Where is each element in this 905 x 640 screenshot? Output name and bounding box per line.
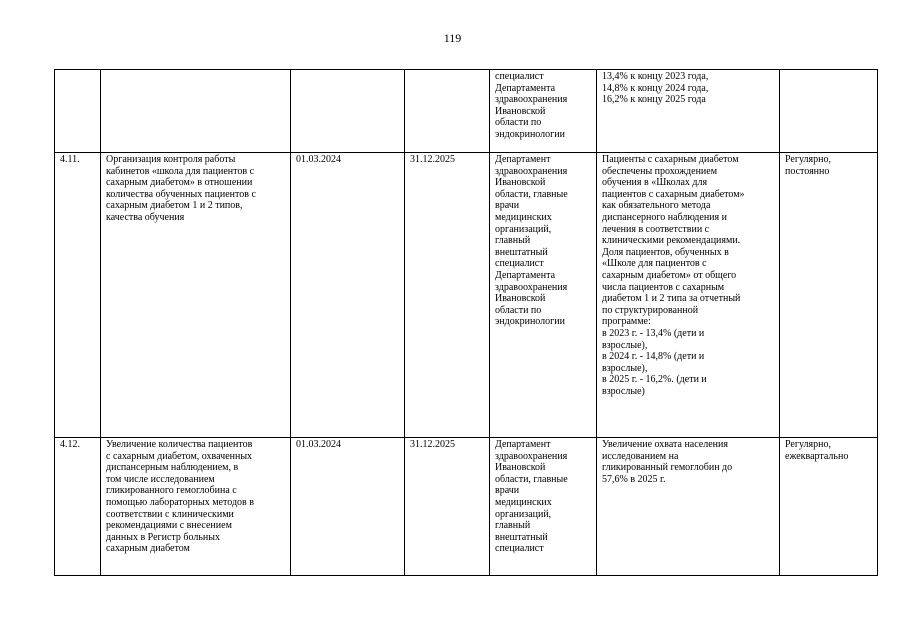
cell-result: [597, 70, 780, 153]
cell-text-line: 14,8% к концу 2024 года,: [602, 82, 709, 94]
cell-text-line: количества обученных пациентов с: [106, 188, 256, 200]
cell-text-line: Ивановской: [495, 105, 546, 117]
cell-text-line: в 2025 г. - 16,2%. (дети и: [602, 374, 707, 386]
cell-text-line: главный: [495, 235, 531, 247]
cell-frequency: [780, 153, 878, 438]
table-row: [55, 153, 878, 438]
cell-text-line: внештатный: [495, 531, 548, 543]
cell-text-line: внештатный: [495, 246, 548, 258]
cell-text-line: здравоохранения: [495, 165, 568, 177]
cell-text-line: рекомендациями с внесением: [106, 520, 232, 532]
cell-text-line: клиническими рекомендациями.: [602, 235, 741, 247]
cell-text-line: помощью лабораторных методов в: [106, 496, 254, 508]
cell-text-line: в 2024 г. - 14,8% (дети и: [602, 351, 705, 363]
table-row: [55, 70, 878, 153]
cell-text-line: программе:: [602, 316, 651, 328]
cell-text-line: Доля пациентов, обученных в: [602, 246, 729, 258]
cell-responsible: [490, 153, 597, 438]
cell-text-line: организаций,: [495, 223, 552, 235]
cell-action: [101, 70, 291, 153]
cell-text-line: Ивановской: [495, 177, 546, 189]
cell-action: [101, 438, 291, 576]
cell-text-line: 16,2% к концу 2025 года: [602, 94, 706, 106]
cell-text-line: Регулярно,: [785, 439, 831, 450]
cell-text-line: медицинских: [495, 211, 552, 223]
cell-text-line: диабетом 1 и 2 типа за отчетный: [602, 293, 741, 305]
action-plan-table: [54, 69, 878, 576]
cell-text-line: 57,6% в 2025 г.: [602, 473, 666, 485]
cell-text-line: специалист: [495, 258, 544, 270]
cell-text-line: сахарным диабетом 1 и 2 типов,: [106, 200, 243, 212]
cell-end-date: 31.12.2025: [405, 153, 490, 438]
cell-text-line: исследованием на: [602, 450, 679, 462]
cell-text-line: взрослые),: [602, 362, 648, 374]
cell-text-line: Департамента: [495, 82, 556, 94]
cell-text-line: «Школе для пациентов с: [602, 258, 707, 270]
cell-text-line: врачи: [495, 200, 520, 212]
cell-text-line: диспансерным наблюдением, в: [106, 462, 239, 474]
cell-text-line: данных в Регистр больных: [106, 531, 220, 543]
cell-text-line: как обязательного метода: [602, 200, 711, 212]
cell-text-line: специалист: [495, 71, 544, 82]
cell-text-line: здравоохранения: [495, 450, 568, 462]
cell-text-line: взрослые): [602, 385, 645, 397]
cell-text-line: Департамента: [495, 269, 556, 281]
cell-frequency: [780, 438, 878, 576]
cell-end-date: 31.12.2025: [405, 438, 490, 576]
cell-text-line: числа пациентов с сахарным: [602, 281, 725, 293]
cell-text-line: эндокринологии: [495, 316, 565, 328]
cell-text-line: качества обучения: [106, 211, 185, 223]
cell-text-line: Увеличение количества пациентов: [106, 439, 253, 450]
cell-text-line: здравоохранения: [495, 281, 568, 293]
cell-start-date: 01.03.2024: [291, 153, 405, 438]
cell-text-line: гликированного гемоглобина с: [106, 485, 237, 497]
cell-result: [597, 153, 780, 438]
cell-text-line: с сахарным диабетом, охваченных: [106, 450, 253, 462]
cell-text-line: сахарным диабетом» от общего: [602, 269, 737, 281]
cell-text-line: Ивановской: [495, 293, 546, 305]
cell-text-line: том числе исследованием: [106, 473, 215, 485]
cell-text-line: в 2023 г. - 13,4% (дети и: [602, 327, 705, 339]
cell-text-line: области, главные: [495, 188, 568, 200]
table-row: [55, 438, 878, 576]
cell-number: [55, 70, 101, 153]
cell-number: 4.12.: [55, 438, 101, 576]
cell-end-date: [405, 70, 490, 153]
cell-responsible: [490, 70, 597, 153]
cell-text-line: кабинетов «школа для пациентов с: [106, 165, 255, 177]
cell-text-line: области по: [495, 304, 542, 316]
cell-action: [101, 153, 291, 438]
cell-text-line: организаций,: [495, 508, 552, 520]
cell-text-line: гликированный гемоглобин до: [602, 462, 733, 474]
cell-text-line: Департамент: [495, 439, 551, 450]
cell-text-line: области по: [495, 117, 542, 129]
cell-text-line: медицинских: [495, 496, 552, 508]
cell-result: [597, 438, 780, 576]
cell-text-line: ежеквартально: [785, 450, 849, 462]
cell-text-line: сахарным диабетом: [106, 543, 190, 555]
cell-text-line: Ивановской: [495, 462, 546, 474]
cell-text-line: Департамент: [495, 154, 551, 165]
cell-text-line: обучения в «Школах для: [602, 177, 708, 189]
cell-text-line: Увеличение охвата населения: [602, 439, 728, 450]
cell-text-line: 13,4% к концу 2023 года,: [602, 71, 709, 82]
cell-number: 4.11.: [55, 153, 101, 438]
cell-start-date: 01.03.2024: [291, 438, 405, 576]
cell-text-line: эндокринологии: [495, 128, 565, 140]
cell-text-line: специалист: [495, 543, 544, 555]
cell-text-line: Пациенты с сахарным диабетом: [602, 154, 739, 165]
cell-text-line: взрослые),: [602, 339, 648, 351]
page-number: 119: [443, 31, 462, 45]
cell-text-line: постоянно: [785, 165, 830, 177]
cell-text-line: сахарным диабетом» в отношении: [106, 177, 253, 189]
cell-text-line: области, главные: [495, 473, 568, 485]
cell-responsible: [490, 438, 597, 576]
cell-text-line: лечения в соответствии с: [602, 223, 710, 235]
cell-text-line: диспансерного наблюдения и: [602, 211, 727, 223]
cell-text-line: врачи: [495, 485, 520, 497]
cell-text-line: соответствии с клиническими: [106, 508, 234, 520]
cell-text-line: пациентов с сахарным диабетом»: [602, 188, 745, 200]
cell-start-date: [291, 70, 405, 153]
cell-text-line: обеспечены прохождением: [602, 165, 718, 177]
cell-text-line: Организация контроля работы: [106, 154, 236, 165]
cell-text-line: по структурированной: [602, 304, 699, 316]
cell-text-line: главный: [495, 520, 531, 532]
cell-text-line: здравоохранения: [495, 94, 568, 106]
cell-frequency: [780, 70, 878, 153]
cell-text-line: Регулярно,: [785, 154, 831, 165]
